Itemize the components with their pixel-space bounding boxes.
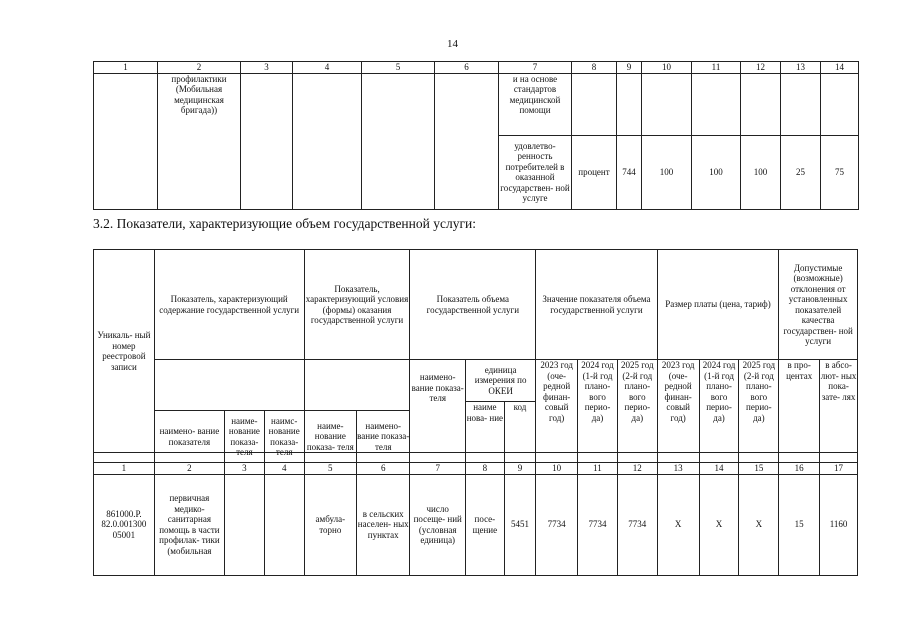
condition-cell: амбула- торно [304,474,356,575]
col-number: 14 [699,463,739,475]
table-row [94,474,858,575]
col-number: 3 [224,463,264,475]
fee-header: Размер платы (цена, тариф) [657,250,779,360]
table-cell [642,73,692,135]
section-title: 3.2. Показатели, характеризующие объем государственной услуги: [93,216,476,231]
value-cell: 7734 [617,474,657,575]
table-cell [224,474,264,575]
col-number: 8 [572,62,617,74]
header-spacer [699,411,739,463]
col-number: 3 [241,62,293,74]
col-number: 11 [578,463,618,475]
indicator-name-cell: и на основе стандартов медицинской помощи [499,73,572,135]
header-spacer [617,411,657,463]
col-number: 13 [657,463,699,475]
col-number: 14 [821,62,859,74]
registry-number-cell: 861000.Р. 82.0.001300 05001 [94,474,155,575]
unit-code-cell: 5451 [504,474,535,575]
col-number: 6 [357,463,410,475]
col-number: 10 [642,62,692,74]
col-number: 4 [264,463,304,475]
unit-name-cell: посе- щение [465,474,504,575]
content-cell: первичная медико- санитарная помощь в части профилак- тики (мобильная [154,474,224,575]
header-spacer [578,411,618,463]
table-cell [692,73,741,135]
value-cell: 100 [741,135,781,209]
col-number: 11 [692,62,741,74]
value-cell: 7734 [578,474,618,575]
value-cell: 744 [617,135,642,209]
header-spacer [779,411,820,463]
volume-value-header: Значение показателя объема государственной услуги [536,250,658,360]
conditions-indicator-header: Показатель, характеризующий условия (формы) оказания государственной услуги [304,250,410,360]
unit-header: единица измерения по ОКЕИ [465,360,535,402]
col-number: 10 [536,463,578,475]
col-number: 2 [154,463,224,475]
volume-indicators-table-body [93,410,858,576]
deviation-cell: 15 [779,474,820,575]
percent-header: в про- центах [779,360,820,453]
column-number-row [94,463,858,475]
table-cell [821,73,859,135]
table-cell [617,73,642,135]
table-cell [572,73,617,135]
table-cell [435,73,499,209]
col-number: 9 [504,463,535,475]
quality-indicators-table [93,61,859,210]
col-number: 16 [779,463,820,475]
table-cell [94,73,158,209]
header-spacer [657,411,699,463]
col-number: 9 [617,62,642,74]
column-number-row [94,62,859,74]
table-cell [362,73,435,209]
page-number: 14 [447,38,458,50]
year-2023-value-header: 2023 год (оче- редной финан- совый год) [536,360,578,453]
fee-cell: Х [739,474,779,575]
header-spacer [536,411,578,463]
table-cell [741,73,781,135]
col-number: 1 [94,463,155,475]
deviation-header: Допустимые (возможные) отклонения от установленных показателей качества государствен- ной услуги [779,250,858,360]
value-cell: 100 [642,135,692,209]
table-row [94,73,859,135]
col-number: 15 [739,463,779,475]
col-number: 8 [465,463,504,475]
condition-name-header: наиме- нование показа- теля [304,411,356,463]
col-number: 1 [94,62,158,74]
volume-name-header: наимено- вание показа- теля [410,360,466,453]
col-number: 7 [499,62,572,74]
value-cell: 100 [692,135,741,209]
service-name-cell: профилактики (Мобильная медицинская бригада)) [158,73,241,209]
condition-name-header: наимено- вание показа- теля [357,411,410,463]
deviation-cell: 1160 [820,474,858,575]
condition-cell: в сельских населен- ных пунктах [357,474,410,575]
unique-number-header: Уникаль- ный номер реестровой записи [94,250,155,453]
fee-cell: Х [657,474,699,575]
indicator-name-cell: удовлетво- ренность потребителей в оказанной государствен- ной услуге [499,135,572,209]
year-2024-value-header: 2024 год (1-й год плано- вого перио- да) [578,360,618,453]
year-2024-fee-header: 2024 год (1-й год плано- вого перио- да) [699,360,739,453]
col-number: 7 [410,463,466,475]
table-cell [293,73,362,209]
table-cell [781,73,821,135]
content-name-header: наимено- вание показателя [154,411,224,463]
col-number: 5 [362,62,435,74]
col-number: 12 [741,62,781,74]
value-cell: 7734 [536,474,578,575]
fee-cell: Х [699,474,739,575]
header-spacer [739,411,779,463]
header-spacer [410,411,466,463]
value-cell: 75 [821,135,859,209]
table-cell [241,73,293,209]
col-number: 13 [781,62,821,74]
unit-code-header: код [504,402,535,453]
header-spacer [504,411,535,463]
header-row [94,360,858,402]
volume-indicator-header: Показатель объема государственной услуги [410,250,536,360]
year-2023-fee-header: 2023 год (оче- редной финан- совый год) [657,360,699,453]
header-row [94,411,858,463]
col-number: 6 [435,62,499,74]
content-name-header: наиме- нование показа- теля [224,411,264,463]
col-number: 12 [617,463,657,475]
col-number: 4 [293,62,362,74]
table-cell [264,474,304,575]
header-spacer [465,411,504,463]
absolute-header: в абсо- лют- ных пока- зате- лях [820,360,858,453]
unit-cell: процент [572,135,617,209]
col-number: 2 [158,62,241,74]
content-name-header: наимс- нование показа- теля [264,411,304,463]
col-number: 5 [304,463,356,475]
volume-name-cell: число посеще- ний (условная единица) [410,474,466,575]
value-cell: 25 [781,135,821,209]
col-number: 17 [820,463,858,475]
unit-name-header: наиме нова- ние [465,402,504,453]
header-row [94,250,858,360]
header-spacer [820,411,858,463]
content-indicator-header: Показатель, характеризующий содержание государственной услуги [154,250,304,360]
year-2025-fee-header: 2025 год (2-й год плано- вого перио- да) [739,360,779,453]
year-2025-value-header: 2025 год (2-й год плано- вого перио- да) [617,360,657,453]
header-spacer [94,411,155,463]
